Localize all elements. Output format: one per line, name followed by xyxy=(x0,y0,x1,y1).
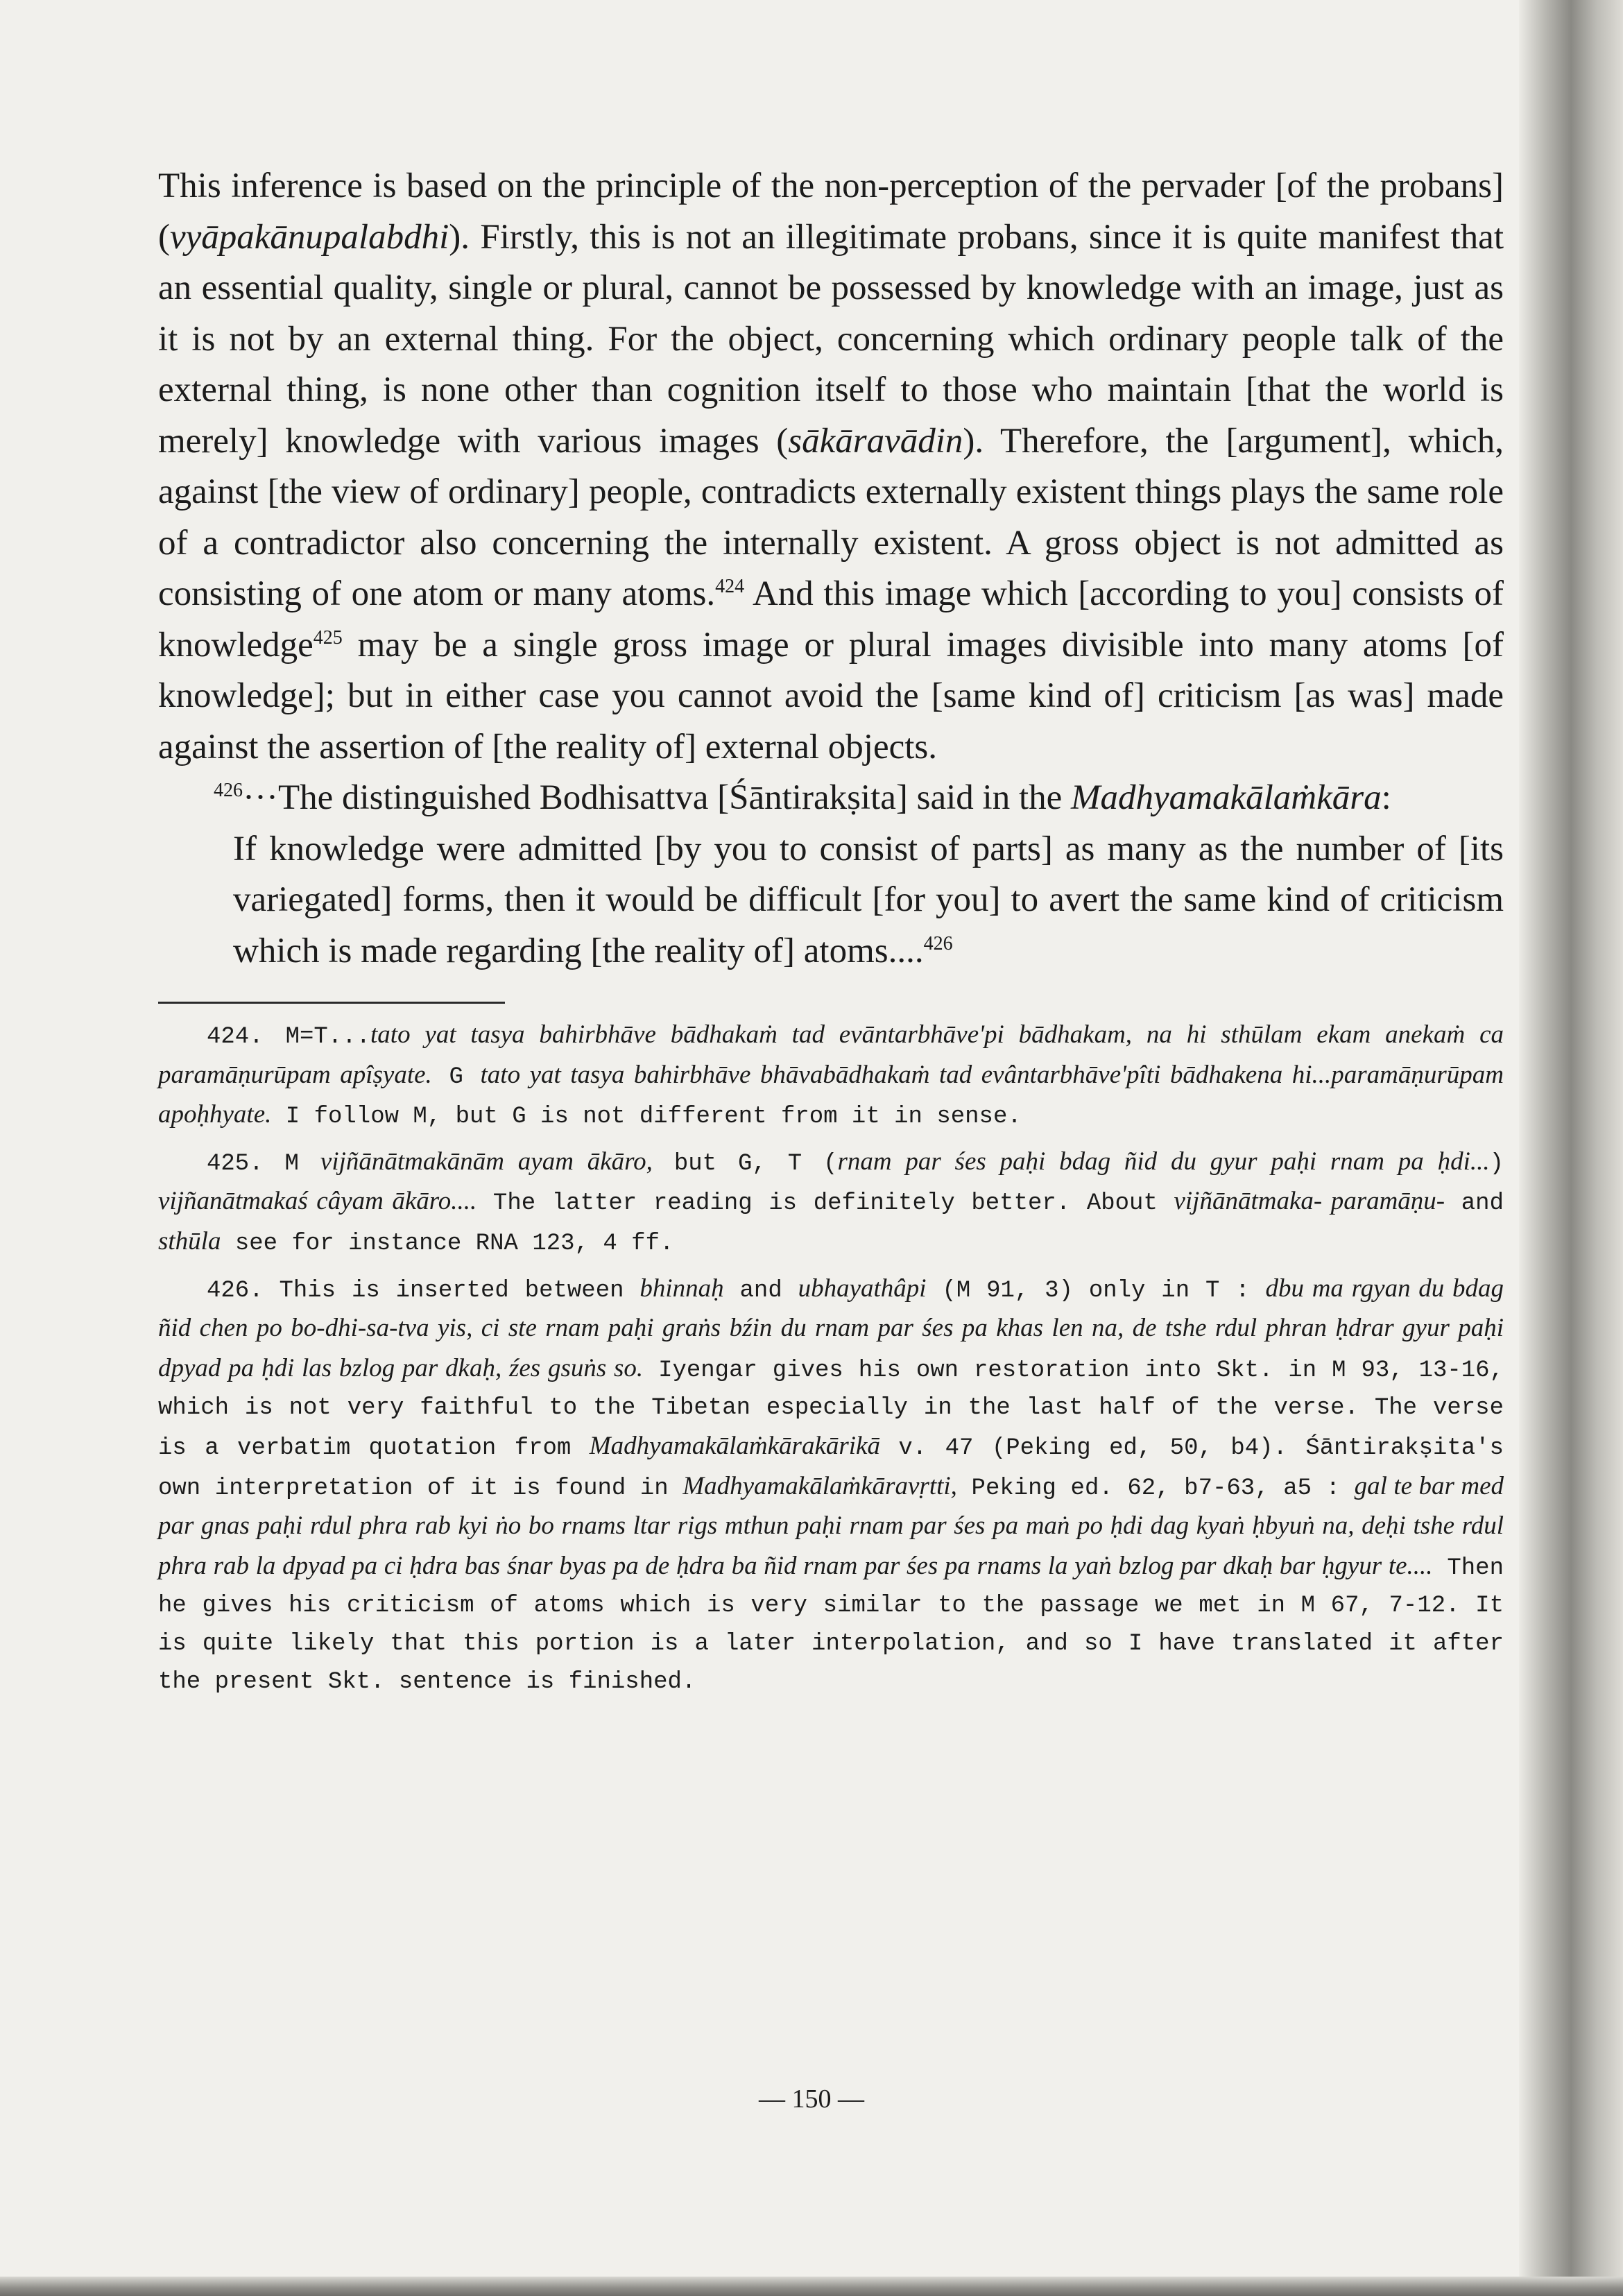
text-run: G xyxy=(431,1063,481,1090)
text-run: Then he gives his criticism of atoms which is very similar to the passage we met in M 67, 7-12. It is quite likely that this portion is a later interpolation, and so I have translated it after the present Skt. sentence is finished. xyxy=(158,1554,1504,1695)
italic-text: rnam par śes paḥi bdag ñid du gyur paḥi rnam pa ḥdi... xyxy=(837,1147,1490,1176)
text-run: ). Therefore, the [argument], which, against [the view of ordinary] people, contradicts externally existent things plays the same role of a contradictor also concerning the internally existent. A gross object is not admitted as consisting of one atom or many atoms. xyxy=(158,421,1504,613)
text-run: but G, T ( xyxy=(652,1150,838,1177)
footnote-ref-425: 425 xyxy=(313,626,343,649)
block-quote xyxy=(233,824,1504,977)
body-paragraph xyxy=(158,161,1504,773)
text-run: ) xyxy=(1489,1150,1504,1177)
text-run: ). Firstly, this is not an illegitimate probans, since it is quite manifest that an essential quality, single or plural, cannot be possessed by knowledge with an image, just as it is not by an external thing. For the object, concerning which ordinary people talk of the external thing, is none other than cognition itself to those who maintain [that the world is merely] knowledge with various images ( xyxy=(158,217,1504,461)
scanned-bottom-edge xyxy=(0,2277,1623,2296)
italic-text: gal te bar med par gnas paḥi rdul phra rab kyi ṅo bo rnams ltar rigs mthun paḥi rnam par śes pa maṅ po ḥdi dag kyaṅ ḥbyuṅ na, deḥi tshe rdul phra rab la dpyad pa ci ḥdra bas śnar byas pa de ḥdra ba ñid rnam par śes pa rnams la yaṅ bzlog par dkaḥ bar ḥgyur te.... xyxy=(158,1471,1504,1580)
text-run: and xyxy=(1445,1190,1504,1217)
footnote-ref-424: 424 xyxy=(715,576,745,597)
italic-text: Madhyamakālaṁkārakārikā xyxy=(589,1431,880,1460)
footnote-rule xyxy=(158,1002,505,1004)
text-run: (M 91, 3) only in T : xyxy=(926,1277,1266,1304)
italic-text: sthūla xyxy=(158,1226,221,1256)
text-run: 424. M=T... xyxy=(207,1024,371,1050)
text-run: 425. M xyxy=(207,1150,320,1177)
text-run: 426. This is inserted between xyxy=(207,1277,640,1304)
italic-text: vijñanātmakaś câyam ākāro.... xyxy=(158,1187,477,1216)
italic-title: Madhyamakālaṁkāra xyxy=(1071,778,1382,817)
text-run: This inference is based on the principle of the non-perception of the pervader [of the probans] ( xyxy=(158,166,1504,257)
text-run: and xyxy=(723,1277,798,1304)
text-run: The latter reading is definitely better. About xyxy=(476,1190,1174,1217)
italic-text: vijñānātmaka- paramāṇu- xyxy=(1174,1187,1445,1216)
footnote-426 xyxy=(158,1270,1504,1702)
text-run: ···The distinguished Bodhisattva [Śāntirakṣita] said in the xyxy=(243,778,1072,817)
italic-text: tato yat tasya bahirbhāve bhāvabādhakaṁ tad evântarbhāve'pîti bādhakena hi...paramāṇurūpam apoḥhyate. xyxy=(158,1060,1504,1129)
italic-text: bhinnaḥ xyxy=(639,1274,724,1303)
italic-text: dbu ma rgyan du bdag ñid chen po bo-dhi-sa-tva yis, ci ste rnam paḥi graṅs bźin du rnam par śes pa khas len na, de tshe rdul phran ḥdrar gyur paḥi dpyad pa ḥdi las bzlog par dkaḥ, źes gsuṅs so. xyxy=(158,1274,1504,1382)
text-run: And this image which [according to you] consists of knowledge xyxy=(158,574,1504,665)
quote-introduction xyxy=(158,773,1504,824)
italic-text: ubhayathâpi xyxy=(798,1274,927,1303)
text-run: : xyxy=(1381,778,1391,817)
footnote-ref-426: 426 xyxy=(214,780,243,801)
scanned-page-edge xyxy=(1519,0,1623,2296)
footnote-424 xyxy=(158,1016,1504,1136)
italic-term: sākāravādin xyxy=(788,421,963,461)
text-run: Peking ed. 62, b7-63, a5 : xyxy=(956,1475,1355,1502)
text-run: I follow M, but G is not different from it in sense. xyxy=(271,1104,1022,1131)
text-run: may be a single gross image or plural images divisible into many atoms [of knowledge]; but in either case you cannot avoid the [same kind of] criticism [as was] made against the assertion of [the reality of] external objects. xyxy=(158,625,1504,766)
text-run: v. 47 (Peking ed, 50, b4). Śāntirakṣita's own interpretation of it is found in xyxy=(158,1434,1504,1502)
text-run: Iyengar gives his own restoration into Skt. in M 93, 13-16, which is not very faithful to the Tibetan especially in the last half of the verse. The verse is a verbatim quotation from xyxy=(158,1357,1504,1462)
footnote-ref-426: 426 xyxy=(923,932,953,954)
italic-text: Madhyamakālaṁkāravṛtti, xyxy=(682,1471,957,1500)
quote-text: If knowledge were admitted [by you to consist of parts] as many as the number of [its variegated] forms, then it would be difficult [for you] to avert the same kind of criticism which is made regarding [the reality of] atoms.... xyxy=(233,829,1504,970)
italic-term: vyāpakānupalabdhi xyxy=(169,217,449,257)
page-content xyxy=(158,161,1504,1708)
text-run: see for instance RNA 123, 4 ff. xyxy=(221,1230,674,1257)
page-number: — 150 — xyxy=(759,2084,864,2114)
italic-text: tato yat tasya bahirbhāve bādhakaṁ tad evāntarbhāve'pi bādhakam, na hi sthūlam ekam anekaṁ ca paramāṇurūpam apîṣyate. xyxy=(158,1020,1504,1089)
italic-text: vijñānātmakānām ayam ākāro, xyxy=(320,1147,653,1176)
footnote-425 xyxy=(158,1143,1504,1263)
